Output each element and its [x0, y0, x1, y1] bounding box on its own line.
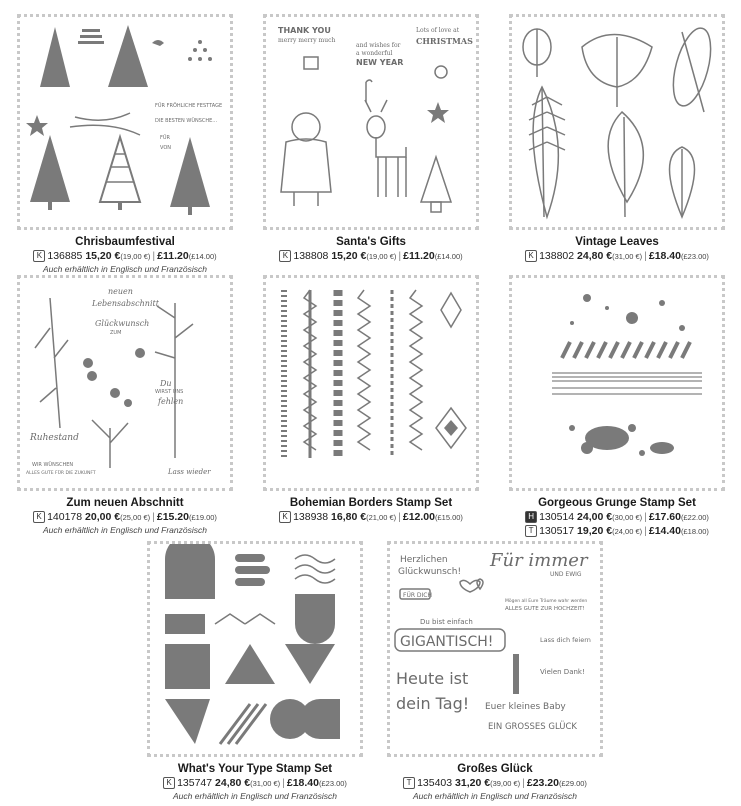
stamp-text-9: GIGANTISCH! — [400, 634, 494, 650]
stamp-text-1: FÜR FRÖHLICHE FESTTAGE — [155, 103, 223, 109]
divider: | — [644, 511, 647, 523]
price-eur: 24,80 € — [577, 250, 613, 262]
price-gbp-original: (£18.00) — [680, 527, 709, 537]
price-gbp-original: (£15.00) — [434, 513, 463, 522]
badge: H — [525, 511, 537, 523]
price-eur-original: (31,00 €) — [250, 779, 281, 788]
stamp-text-5: FÜR DICH — [403, 592, 433, 599]
price-gbp-original: (£19.00) — [188, 513, 217, 522]
stamp-text-11: Vielen Dank! — [540, 668, 585, 676]
stamp-text-5: Du — [160, 379, 172, 388]
stamp-text-2: Glückwunsch! — [398, 567, 462, 577]
price-line — [10, 511, 240, 523]
divider: | — [398, 511, 401, 523]
price-gbp: £15.20 — [156, 511, 189, 523]
product-code: 138802 — [539, 250, 575, 262]
product-code: 135403 — [417, 777, 453, 789]
product-image[interactable] — [509, 275, 725, 491]
divider: | — [522, 777, 525, 789]
product-title[interactable]: Santa's Gifts — [336, 236, 406, 248]
product-image[interactable] — [263, 275, 479, 491]
stamp-text-1: Herzlichen — [400, 555, 448, 565]
badge: T — [525, 525, 537, 537]
product-image[interactable] — [17, 14, 233, 230]
price-gbp-original: (£23.00) — [680, 252, 709, 261]
price-gbp-original: (£14.00) — [188, 252, 217, 261]
price-eur-original: (25,00 €) — [120, 513, 151, 522]
price-line — [502, 525, 732, 537]
divider: | — [644, 250, 647, 262]
product-card-santas-gifts[interactable] — [256, 14, 486, 262]
price-gbp-original: (£23.00) — [318, 779, 347, 788]
availability-note: Auch erhältlich in Englisch und Französisch — [413, 791, 577, 802]
price-eur: 15,20 € — [331, 250, 367, 262]
price-eur: 24,80 € — [215, 777, 251, 789]
price-line — [10, 250, 240, 262]
stamp-artwork — [20, 278, 230, 488]
product-code: 130514 — [539, 511, 575, 523]
price-eur-original: (39,00 €) — [490, 779, 521, 788]
product-card-zum-neuen-abschnitt[interactable] — [10, 275, 240, 535]
stamp-artwork — [390, 544, 600, 754]
price-line — [140, 777, 370, 789]
stamp-text-2: merry merry much — [278, 37, 336, 44]
badge: K — [279, 250, 291, 262]
stamp-text-7: ALLES GUTE ZUR HOCHZEIT! — [505, 606, 585, 612]
product-title[interactable]: Gorgeous Grunge Stamp Set — [538, 497, 696, 509]
product-image[interactable] — [263, 14, 479, 230]
stamp-text-4: VON — [160, 145, 172, 151]
price-gbp: £12.00 — [402, 511, 435, 523]
badge: K — [163, 777, 175, 789]
stamp-artwork — [20, 17, 230, 227]
stamp-text-6: WIRST UNS — [155, 389, 184, 395]
stamp-text-4: ZUM — [110, 330, 122, 336]
stamp-text-3: Lots of love at — [416, 27, 460, 34]
availability-note: Auch erhältlich in Englisch und Französisch — [43, 264, 207, 275]
product-title[interactable]: Zum neuen Abschnitt — [66, 497, 184, 509]
stamp-text-10: ALLES GUTE FÜR DIE ZUKUNFT — [26, 471, 96, 476]
stamp-text-3: Glückwunsch — [95, 319, 150, 328]
product-code: 135747 — [177, 777, 213, 789]
stamp-artwork — [266, 17, 476, 227]
product-card-gorgeous-grunge[interactable] — [502, 275, 732, 537]
stamp-text-9: WIR WÜNSCHEN — [32, 462, 74, 468]
price-line — [502, 250, 732, 262]
product-image[interactable] — [387, 541, 603, 757]
availability-note: Auch erhältlich in Englisch und Französisch — [173, 791, 337, 802]
stamp-artwork — [512, 17, 722, 227]
divider: | — [282, 777, 285, 789]
product-image[interactable] — [509, 14, 725, 230]
product-title[interactable]: What's Your Type Stamp Set — [177, 763, 333, 775]
stamp-text-3: FÜR — [160, 135, 171, 141]
product-card-vintage-leaves[interactable] — [502, 14, 732, 262]
product-code: 136885 — [47, 250, 83, 262]
stamp-text-8: Ruhestand — [30, 433, 79, 443]
price-eur: 16,80 € — [331, 511, 367, 523]
divider: | — [152, 511, 155, 523]
stamp-text-6: a wonderful — [356, 50, 393, 57]
price-eur-original: (31,00 €) — [612, 252, 643, 261]
stamp-artwork — [512, 278, 722, 488]
stamp-text-10: Lass dich feiern — [540, 636, 591, 644]
stamp-text-4: CHRISTMAS — [416, 36, 473, 46]
product-card-grosses-glueck[interactable] — [380, 541, 610, 801]
product-card-bohemian-borders[interactable] — [256, 275, 486, 523]
badge: K — [33, 250, 45, 262]
product-image[interactable] — [147, 541, 363, 757]
stamp-text-12: Heute ist — [396, 669, 469, 688]
stamp-text-2: Lebensabschnitt — [92, 299, 159, 308]
price-gbp-original: (£29.00) — [558, 779, 587, 788]
price-eur-original: (19,00 €) — [120, 252, 151, 261]
availability-note: Auch erhältlich in Englisch und Französisch — [43, 525, 207, 536]
stamp-text-13: dein Tag! — [396, 694, 470, 713]
product-title[interactable]: Vintage Leaves — [575, 236, 659, 248]
stamp-text-1: neuen — [108, 287, 133, 296]
price-gbp-original: (£14.00) — [434, 252, 463, 261]
product-code: 130517 — [539, 525, 575, 538]
stamp-text-7: NEW YEAR — [356, 58, 404, 67]
price-gbp: £11.20 — [403, 250, 435, 262]
price-eur: 15,20 € — [85, 250, 121, 262]
price-eur: 24,00 € — [577, 511, 613, 523]
price-gbp: £18.40 — [286, 777, 319, 789]
price-eur: 31,20 € — [455, 777, 491, 789]
stamp-text-4: UND EWIG — [550, 571, 582, 578]
product-card-chrisbaumfestival[interactable] — [10, 14, 240, 274]
stamp-artwork — [150, 544, 360, 754]
stamp-text-3: Für immer — [490, 550, 588, 571]
stamp-text-2: DIE BESTEN WÜNSCHE... — [155, 118, 218, 124]
stamp-text-1: THANK YOU — [278, 26, 331, 35]
stamp-artwork — [266, 278, 476, 488]
price-gbp: £14.40 — [648, 525, 681, 538]
product-code: 138938 — [293, 511, 329, 523]
product-title[interactable]: Bohemian Borders Stamp Set — [289, 497, 453, 509]
stamp-text-14: Euer kleines Baby — [485, 702, 566, 712]
stamp-text-6: Mögen all Eure Träume wahr werden — [505, 599, 588, 604]
price-line — [502, 511, 732, 523]
price-gbp: £18.40 — [648, 250, 681, 262]
badge: T — [403, 777, 415, 789]
price-eur: 20,00 € — [85, 511, 121, 523]
price-eur-original: (21,00 €) — [366, 513, 397, 522]
badge: K — [33, 511, 45, 523]
product-code: 138808 — [293, 250, 329, 262]
badge: K — [279, 511, 291, 523]
price-gbp: £11.20 — [157, 250, 189, 262]
divider: | — [644, 525, 647, 538]
product-image[interactable] — [17, 275, 233, 491]
price-eur-original: (30,00 €) — [612, 513, 643, 522]
divider: | — [398, 250, 402, 262]
stamp-text-8: Du bist einfach — [420, 618, 473, 626]
price-line — [256, 511, 486, 523]
product-title[interactable]: Großes Glück — [457, 763, 533, 775]
price-line — [380, 777, 610, 789]
product-title[interactable]: Chrisbaumfestival — [75, 236, 175, 248]
stamp-text-5: and wishes for — [356, 42, 401, 49]
price-gbp: £23.20 — [526, 777, 559, 789]
stamp-text-11: Lass wieder — [168, 468, 211, 476]
price-eur: 19,20 € — [577, 525, 613, 538]
product-code: 140178 — [47, 511, 83, 523]
price-gbp-original: (£22.00) — [680, 513, 709, 522]
product-card-whats-your-type[interactable] — [140, 541, 370, 801]
price-eur-original: (24,00 €) — [612, 527, 643, 537]
price-gbp: £17.60 — [648, 511, 681, 523]
price-eur-original: (19,00 €) — [366, 252, 397, 261]
stamp-text-7: fehlen — [158, 397, 184, 406]
divider: | — [152, 250, 156, 262]
badge: K — [525, 250, 537, 262]
price-line — [256, 250, 486, 262]
stamp-text-15: EIN GROSSES GLÜCK — [488, 722, 578, 732]
